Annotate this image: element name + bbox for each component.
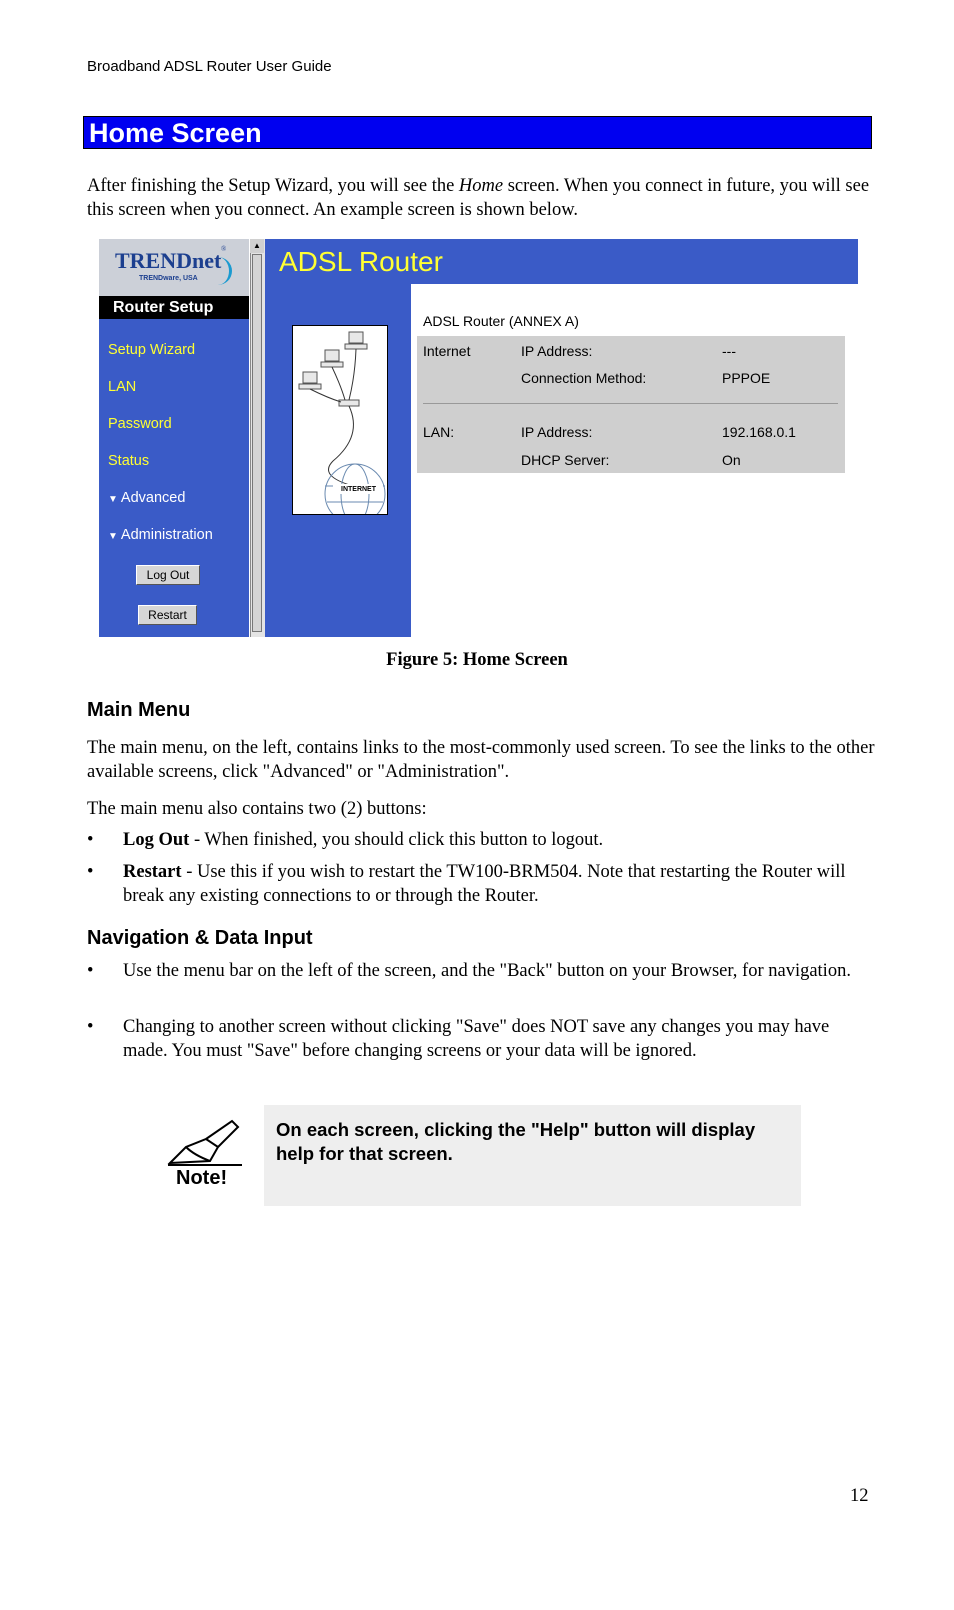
dhcp-server-label: DHCP Server: bbox=[521, 452, 610, 468]
menu-item-administration-label: Administration bbox=[120, 527, 213, 543]
main-menu-paragraph-1: The main menu, on the left, contains links to the most-commonly used screen. To see the links to the other available screens, click "Advanced" or "Administration". bbox=[87, 738, 875, 782]
lan-ip-value: 192.168.0.1 bbox=[722, 424, 796, 440]
note-icon-label: Note! bbox=[176, 1167, 228, 1189]
bullet-icon: • bbox=[87, 961, 94, 981]
lan-label: LAN: bbox=[423, 424, 455, 440]
internet-ip-value: --- bbox=[722, 343, 736, 359]
running-header: Broadband ADSL Router User Guide bbox=[87, 58, 332, 75]
logo: TRENDnet bbox=[115, 248, 222, 273]
menu-item-administration[interactable] bbox=[108, 527, 213, 543]
menu-item-lan[interactable]: LAN bbox=[108, 379, 137, 395]
restart-button[interactable]: Restart bbox=[138, 605, 197, 625]
menu-item-password[interactable]: Password bbox=[108, 416, 172, 432]
list-item-text: Changing to another screen without clicking "Save" does NOT save any changes you may have made. You must "Save" before changing screens or your data will be ignored. bbox=[123, 1017, 830, 1061]
table-divider bbox=[423, 403, 838, 404]
triangle-down-icon: ▼ bbox=[108, 531, 118, 542]
figure-caption: Figure 5: Home Screen bbox=[386, 650, 568, 670]
page-title: ADSL Router bbox=[265, 239, 858, 284]
main-menu-heading: Main Menu bbox=[87, 699, 191, 721]
scrollbar-thumb[interactable] bbox=[252, 254, 262, 632]
pen-hand-icon bbox=[166, 1117, 244, 1167]
note-text: On each screen, clicking the "Help" button will display help for that screen. bbox=[276, 1119, 756, 1164]
menu-item-status[interactable]: Status bbox=[108, 453, 150, 469]
bullet-text: - Use this if you wish to restart the TW100-BRM504. Note that restarting the Router will break any existing connections to or through the Router. bbox=[123, 862, 846, 906]
bullet-bold: Restart bbox=[123, 862, 182, 882]
logo-subtitle: TRENDware, USA bbox=[139, 275, 198, 282]
bullet-icon: • bbox=[87, 830, 94, 850]
menu-header: Router Setup bbox=[99, 296, 249, 319]
logo-swoosh-icon bbox=[213, 257, 232, 285]
registered-mark: ® bbox=[221, 245, 227, 253]
diagram-label: INTERNET bbox=[341, 486, 376, 493]
internet-ip-label: IP Address: bbox=[521, 343, 593, 359]
status-table bbox=[417, 336, 845, 473]
bullet-icon: • bbox=[87, 1017, 94, 1037]
page-number: 12 bbox=[850, 1486, 869, 1506]
intro-text-2: screen. When you connect in future, you will see this screen when you connect. An example screen is shown below. bbox=[87, 176, 870, 220]
menu-item-advanced-label: Advanced bbox=[120, 490, 186, 506]
intro-text-1: After finishing the Setup Wizard, you will see the bbox=[87, 176, 459, 196]
router-screenshot bbox=[99, 239, 858, 637]
connection-method-label: Connection Method: bbox=[521, 370, 647, 386]
navigation-heading: Navigation & Data Input bbox=[87, 927, 313, 949]
menu-item-advanced[interactable] bbox=[108, 490, 185, 506]
internet-label: Internet bbox=[423, 343, 471, 359]
section-title: Home Screen bbox=[83, 116, 872, 149]
logo-area bbox=[99, 239, 249, 296]
content-title: ADSL Router (ANNEX A) bbox=[423, 313, 579, 329]
intro-paragraph bbox=[87, 174, 877, 222]
menu-item-setup-wizard[interactable]: Setup Wizard bbox=[108, 342, 196, 358]
list-item-text bbox=[123, 828, 875, 852]
lan-ip-label: IP Address: bbox=[521, 424, 593, 440]
bullet-text: - When finished, you should click this button to logout. bbox=[189, 830, 604, 850]
bullet-bold: Log Out bbox=[123, 830, 190, 850]
note-icon bbox=[166, 1117, 244, 1193]
logout-button[interactable]: Log Out bbox=[136, 565, 200, 585]
dhcp-server-value: On bbox=[722, 452, 741, 468]
list-item-text: Use the menu bar on the left of the screen, and the "Back" button on your Browser, for navigation. bbox=[123, 961, 851, 981]
scroll-up-arrow-icon[interactable]: ▲ bbox=[250, 239, 264, 253]
main-menu-paragraph-2: The main menu also contains two (2) buttons: bbox=[87, 799, 427, 819]
bullet-icon: • bbox=[87, 862, 94, 882]
list-item-text bbox=[123, 860, 875, 908]
intro-italic: Home bbox=[458, 176, 504, 196]
triangle-down-icon: ▼ bbox=[108, 494, 118, 505]
connection-method-value: PPPOE bbox=[722, 370, 771, 386]
network-diagram bbox=[292, 325, 388, 515]
